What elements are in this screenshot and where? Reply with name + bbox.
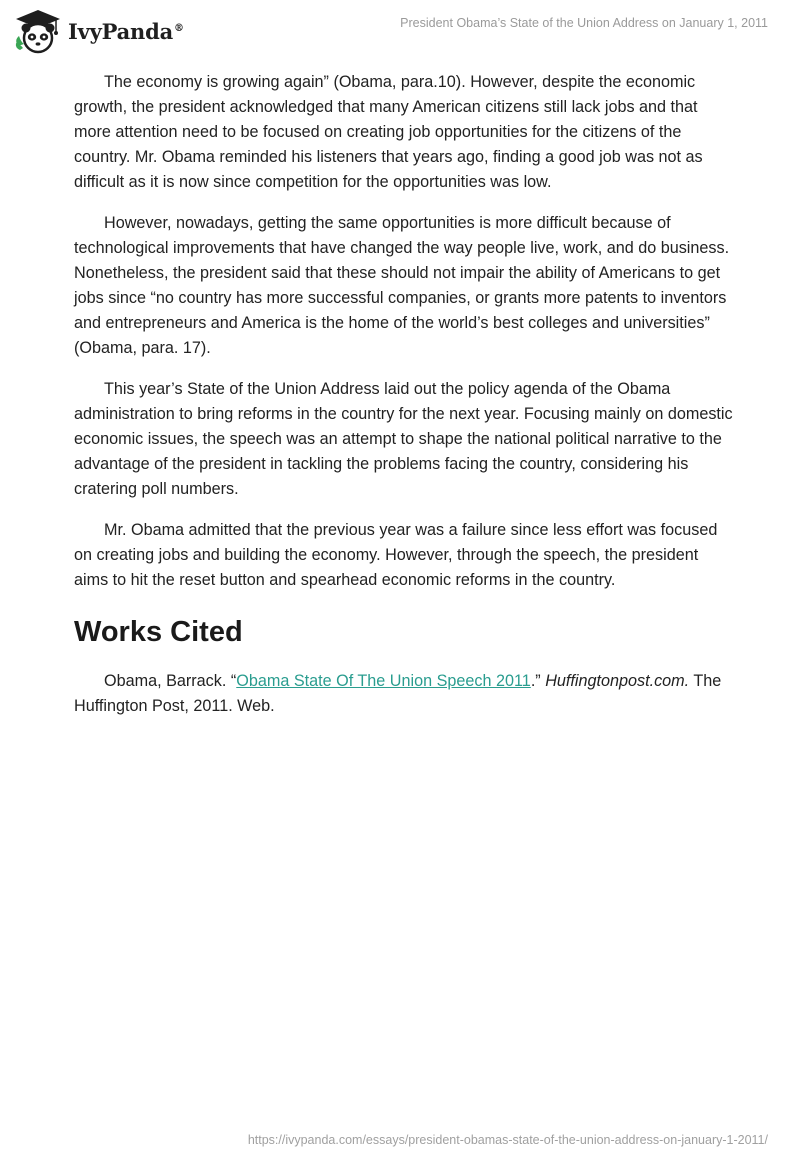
citation-author: Obama, Barrack. “ xyxy=(104,672,237,690)
ivypanda-logo[interactable] xyxy=(12,8,184,54)
panda-graduate-icon xyxy=(12,8,64,54)
paragraph: The economy is growing again” (Obama, para.10). However, despite the economic growth, the president acknowledged that many American citizens still lack jobs and that more attention need to be focused on creating job opportunities for the citizens of the country. Mr. Obama reminded his listeners that years ago, finding a good job was not as difficult as it is now since competition for the opportunities was low. xyxy=(74,73,703,191)
citation-source: Huffingtonpost.com. xyxy=(545,672,690,690)
citation-entry xyxy=(74,669,736,719)
citation-link[interactable]: Obama State Of The Union Speech 2011 xyxy=(236,672,531,690)
footer-url[interactable]: https://ivypanda.com/essays/president-obamas-state-of-the-union-address-on-january-1-2011/ xyxy=(247,1133,768,1147)
works-cited-heading: Works Cited xyxy=(74,616,243,648)
page-header xyxy=(0,0,800,60)
paragraph: This year’s State of the Union Address laid out the policy agenda of the Obama administration to bring reforms in the country for the next year. Focusing mainly on domestic economic issues, the speech was an attempt to shape the national political narrative to the advantage of the president in tackling the problems facing the country, considering his cratering poll numbers. xyxy=(74,380,733,498)
essay-body xyxy=(74,70,736,735)
paragraph: Mr. Obama admitted that the previous year was a failure since less effort was focused on creating jobs and building the economy. However, through the speech, the president aims to hit the reset button and spearhead economic reforms in the country. xyxy=(74,521,718,589)
paragraph: However, nowadays, getting the same opportunities is more difficult because of technological improvements that have changed the way people live, work, and do business. Nonetheless, the president said that these should not impair the ability of Americans to get jobs since “no country has more successful companies, or grants more patents to inventors and entrepreneurs and America is the home of the world’s best colleges and universities” (Obama, para. 17). xyxy=(74,214,730,357)
brand-name: IvyPanda® xyxy=(68,18,184,44)
citation-punctuation: .” xyxy=(530,672,546,690)
document-title: President Obama’s State of the Union Address on January 1, 2011 xyxy=(400,16,768,30)
citation-publisher: The Huffington Post, 2011. Web. xyxy=(74,672,722,715)
